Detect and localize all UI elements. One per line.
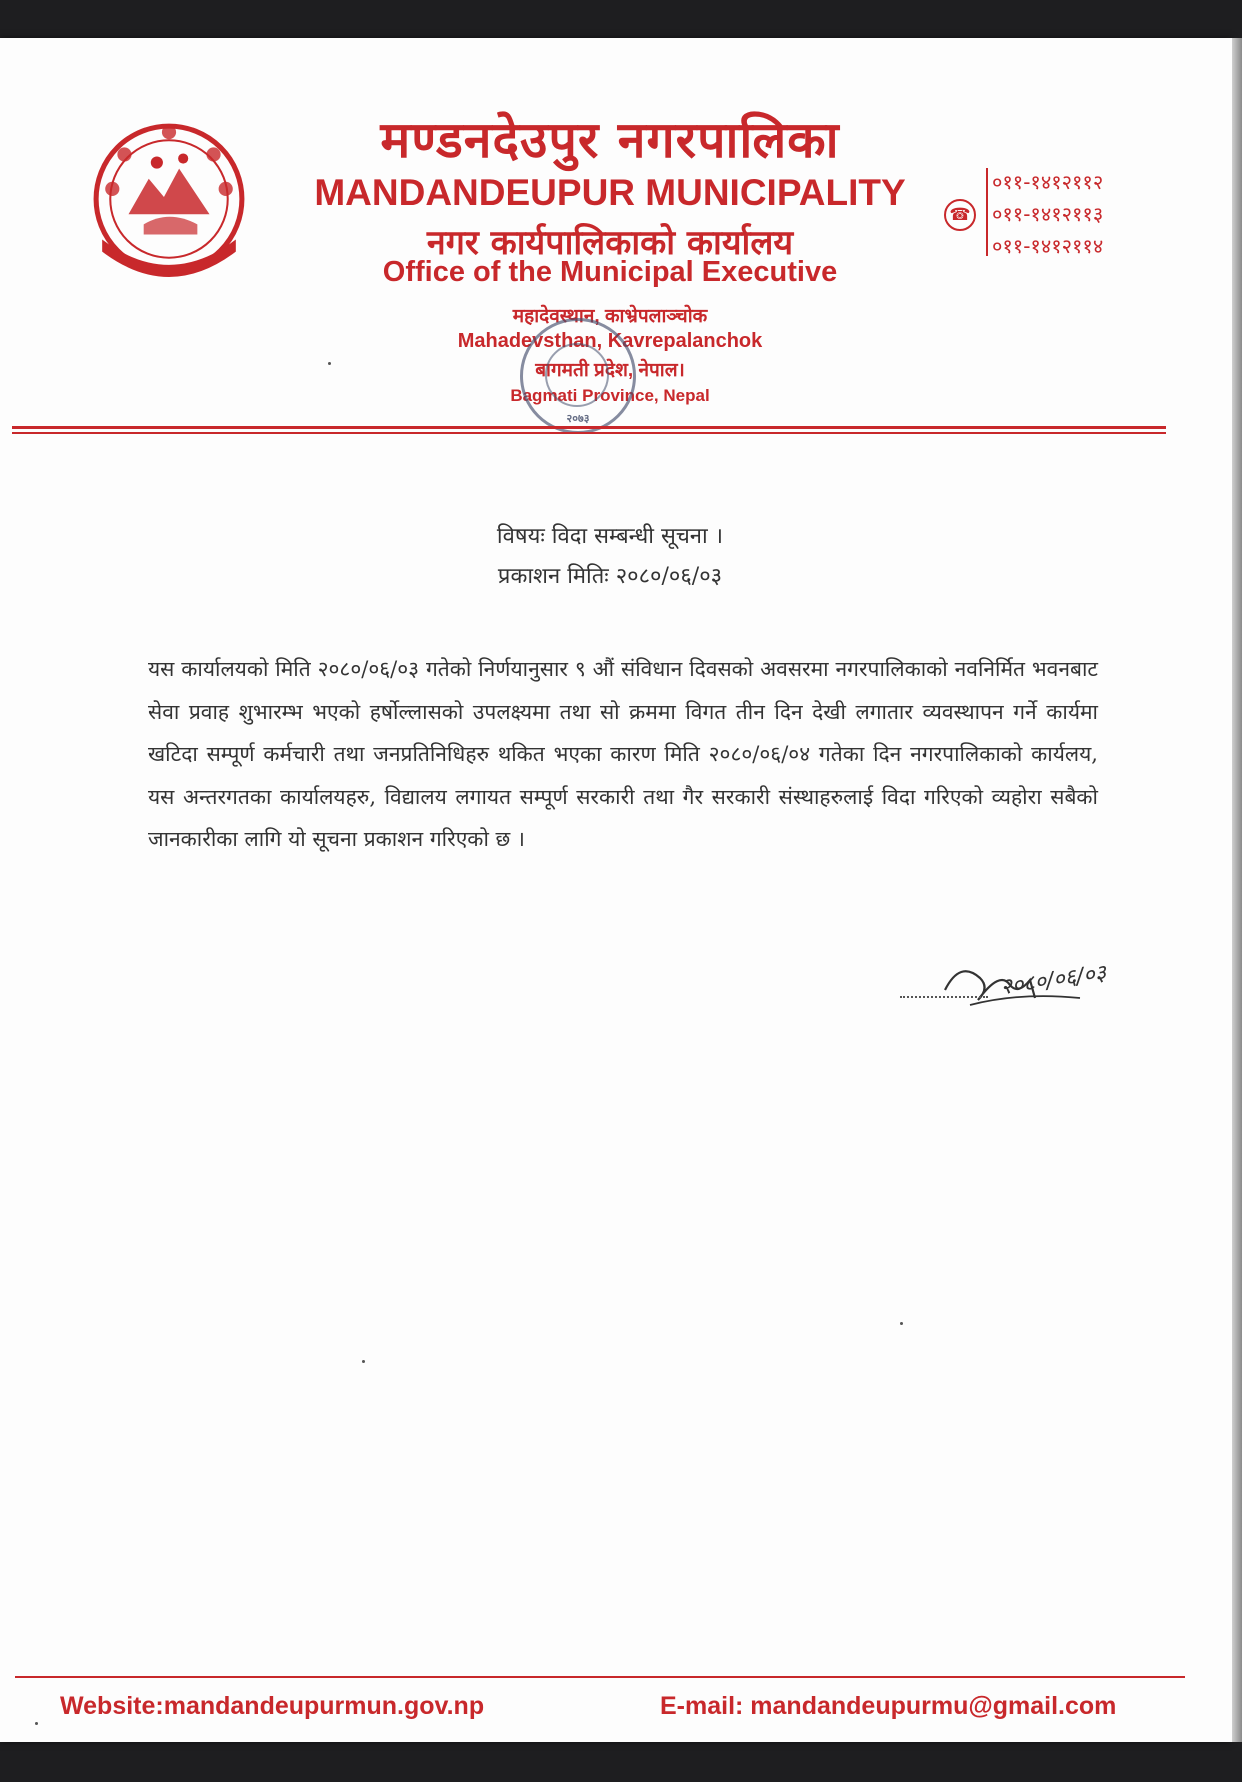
address-english: Mahadevsthan, Kavrepalanchok (457, 330, 763, 352)
letterhead-page (0, 38, 1232, 1742)
address-nepali: महादेवस्थान, काभ्रेपलाञ्चोक (512, 306, 708, 327)
footer-email: E-mail: mandandeupurmu@gmail.com (660, 1692, 1117, 1720)
signature-line (900, 996, 988, 998)
paper-speck (900, 1322, 903, 1325)
paper-speck (328, 362, 331, 365)
municipality-name-english: MANDANDEUPUR MUNICIPALITY (314, 172, 906, 213)
header-divider-thin (12, 432, 1166, 434)
municipality-name-nepali: मण्डनदेउपुर नगरपालिका (380, 111, 840, 169)
phone-number: ०११-१४१२११२ (992, 170, 1104, 194)
footer-website: Website:mandandeupurmun.gov.np (60, 1692, 485, 1720)
signature-date: २०८०/०६/०३ (998, 960, 1108, 1001)
phone-number: ०११-१४१२११४ (992, 234, 1104, 258)
header-divider (12, 426, 1166, 429)
phone-divider (986, 168, 988, 256)
nepal-emblem-icon (88, 118, 250, 280)
office-name-english: Office of the Municipal Executive (382, 256, 838, 288)
publication-date: प्रकाशन मितिः २०८०/०६/०३ (497, 564, 723, 589)
seal-inner-ring (545, 343, 609, 407)
phone-number: ०११-१४१२११३ (992, 202, 1104, 226)
page-edge (1232, 38, 1242, 1742)
paper-speck (35, 1722, 38, 1725)
paper-speck (362, 1360, 365, 1363)
notice-body: यस कार्यालयको मिति २०८०/०६/०३ गतेको निर्णयानुसार ९ औं संविधान दिवसको अवसरमा नगरपालिकाको नवनिर्मित भवनबाट सेवा प्रवाह शुभारम्भ भएको हर्षोल्लासको उपलक्ष्यमा तथा सो क्रममा विगत तीन दिन देखी लगातार व्यवस्थापन गर्ने कार्यमा खटिदा सम्पूर्ण कर्मचारी तथा जनप्रतिनिधिहरु थकित भएका कारण मिति २०८०/०६/०४ गतेका दिन नगरपालिकाको कार्यलय, यस अन्तरगतका कार्यालयहरु, विद्यालय लगायत सम्पूर्ण सरकारी तथा गैर सरकारी संस्थाहरुलाई विदा गरिएको व्यहोरा सबैको जानकारीका लागि यो सूचना प्रकाशन गरिएको छ । (148, 657, 1098, 851)
office-seal-stamp (520, 318, 636, 434)
notice-subject: विषयः विदा सम्बन्धी सूचना । (496, 524, 724, 549)
telephone-icon: ☎ (944, 199, 976, 231)
seal-year: २०७३ (566, 412, 590, 425)
footer-divider (15, 1676, 1185, 1678)
office-name-nepali: नगर कार्यपालिकाको कार्यालय (426, 223, 794, 263)
province-english: Bagmati Province, Nepal (510, 386, 710, 405)
province-nepali: बागमती प्रदेश, नेपाल। (535, 360, 685, 381)
phone-numbers (992, 166, 1152, 262)
